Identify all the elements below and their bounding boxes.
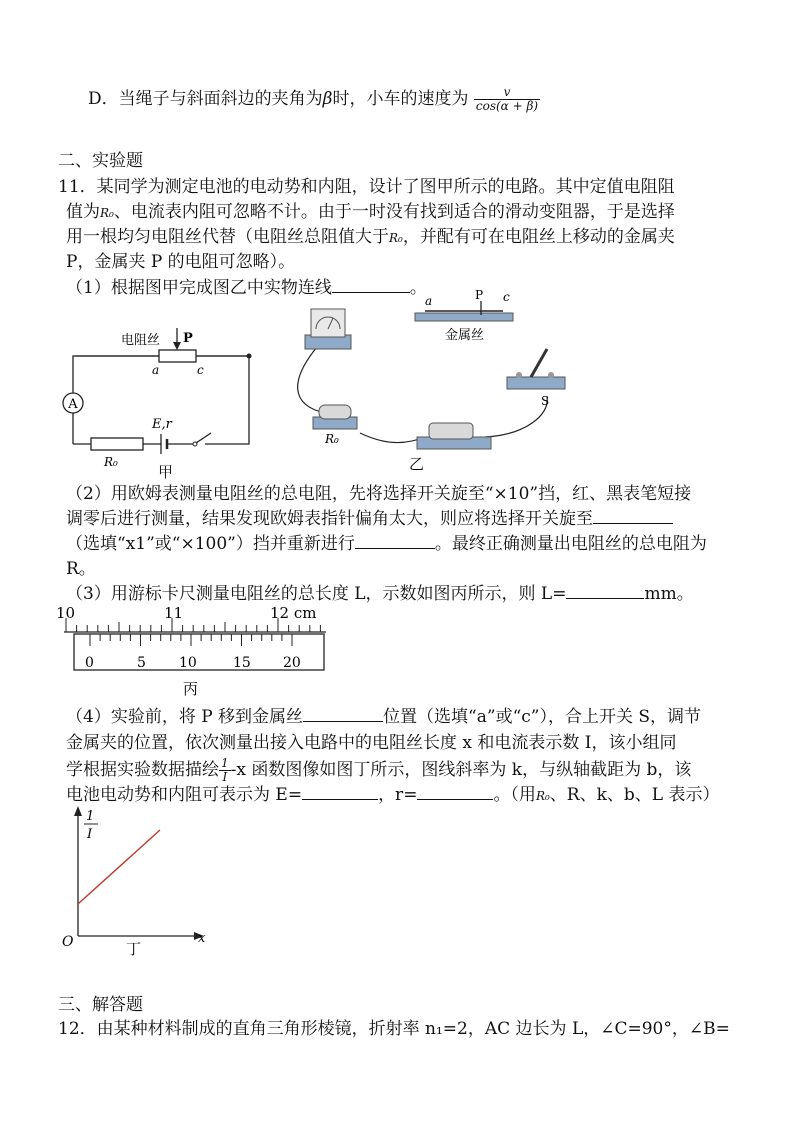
q11-part4-line4: 电池电动势和内阻可表示为 E= ，r= 。（用R₀、R、k、b、L 表示） <box>66 785 720 805</box>
switch-base <box>507 377 565 389</box>
q11-part2-line4: R。 <box>66 559 96 579</box>
resistor-r0 <box>91 438 143 450</box>
metal-wire-board <box>415 313 513 321</box>
q11-line4: P，金属夹 P 的电阻可忽略）。 <box>66 252 296 272</box>
slider-arrow-icon <box>173 342 181 350</box>
q11-part3: （3）用游标卡尺测量电阻丝的总长度 L，示数如图丙所示，则 L= mm。 <box>66 584 694 604</box>
section-2-heading: 二、实验题 <box>58 151 143 171</box>
main-label-12: 12 cm <box>270 604 317 622</box>
figure-bing-caption: 丙 <box>183 680 199 698</box>
figure-jia-circuit <box>55 320 270 480</box>
yi-r0-label: R₀ <box>325 432 339 446</box>
option-d: D．当绳子与斜面斜边的夹角为β时，小车的速度为 $\frac{v}{\cos(\alpha + \beta)}$ <box>88 85 539 113</box>
q11-part4-line1: （4）实验前，将 P 移到金属丝 位置（选填“a”或“c”），合上开关 S，调节 <box>66 707 702 727</box>
wire-label: 电阻丝 <box>121 333 161 348</box>
answer-blank-3[interactable] <box>355 532 435 549</box>
q12-line1: 12．由某种材料制成的直角三角形棱镜，折射率 n₁=2，AC 边长为 L，∠C=90°，∠B= <box>58 1019 730 1039</box>
q11-line3: 用一根均匀电阻丝代替（电阻丝总阻值大于R₀，并配有可在电阻丝上移动的金属夹 <box>66 227 675 247</box>
inverse-i-fraction: $\frac{1}{I}$ <box>221 756 229 784</box>
answer-blank-7[interactable] <box>417 783 493 800</box>
q11-part2-line2: 调零后进行测量，结果发现欧姆表指针偏角太大，则应将选择开关旋至 <box>66 507 673 531</box>
q11-part4-line3: 学根据实验数据描绘 $\frac{1}{I}$ -x 函数图像如图丁所示，图线斜率为 k，与纵轴截距为 b，该 <box>66 756 692 784</box>
yi-c-label: c <box>503 290 510 304</box>
q11-line2: 值为R₀、电流表内阻可忽略不计。由于一时没有找到适合的滑动变阻器，于是选择 <box>66 202 675 222</box>
q11-part2-line1: （2）用欧姆表测量电阻丝的总电阻，先将选择开关旋至“×10”挡，红、黑表笔短接 <box>66 484 692 504</box>
speed-fraction: $\frac{v}{\cos(\alpha + \beta)}$ <box>475 85 539 113</box>
q11-part2-line3: （选填“x1”或“×100”）挡并重新进行 。最终正确测量出电阻丝的总电阻为 <box>66 534 707 554</box>
yi-wire-label: 金属丝 <box>445 328 485 343</box>
yi-p-label: P <box>475 288 484 302</box>
figure-bing-caliper <box>56 600 336 700</box>
ammeter-label: A <box>68 397 78 412</box>
q11-line1: 11．某同学为测定电池的电动势和内阻，设计了图甲所示的电路。其中定值电阻阻 <box>58 177 675 197</box>
vernier-label-0: 0 <box>85 655 94 671</box>
yi-s-label: S <box>541 394 550 408</box>
ammeter-device-icon <box>311 309 345 337</box>
c-label: c <box>197 363 204 377</box>
switch-icon <box>196 433 211 443</box>
origin-label: O <box>62 934 74 950</box>
section-3-heading: 三、解答题 <box>58 995 143 1015</box>
y-label-den: I <box>87 827 93 842</box>
x-label: x <box>198 931 206 946</box>
answer-blank-4[interactable] <box>566 582 644 599</box>
switch-lever-icon <box>531 349 547 377</box>
answer-blank-6[interactable] <box>302 783 378 800</box>
resistor-r0-icon <box>319 405 351 419</box>
y-axis-arrow-icon <box>74 806 82 816</box>
emf-label: E,r <box>152 417 172 432</box>
answer-blank-2[interactable] <box>593 507 673 524</box>
vernier-label-10: 10 <box>179 655 197 671</box>
yi-a-label: a <box>425 294 433 308</box>
figure-yi-apparatus <box>285 285 585 475</box>
figure-jia-caption: 甲 <box>158 463 174 481</box>
vernier-label-20: 20 <box>283 655 301 671</box>
q11-part4-line2: 金属夹的位置，依次测量出接入电路中的电阻丝长度 x 和电流表示数 I，该小组同 <box>66 733 677 753</box>
answer-blank-5[interactable] <box>303 705 383 722</box>
main-label-10: 10 <box>56 604 76 622</box>
battery-holder-icon <box>429 423 473 439</box>
y-label-num: 1 <box>86 809 95 824</box>
figure-ding-graph <box>56 800 226 960</box>
q11-part1: （1）根据图甲完成图乙中实物连线 。 <box>66 278 427 298</box>
main-label-11: 11 <box>164 604 184 622</box>
figure-ding-caption: 丁 <box>126 940 142 958</box>
vernier-label-5: 5 <box>137 655 146 671</box>
p-label: P <box>183 331 193 346</box>
r0-label: R₀ <box>104 455 118 469</box>
vernier-label-15: 15 <box>233 655 251 671</box>
figure-yi-caption: 乙 <box>409 455 425 473</box>
a-label: a <box>152 363 160 377</box>
resistance-wire <box>159 350 196 362</box>
